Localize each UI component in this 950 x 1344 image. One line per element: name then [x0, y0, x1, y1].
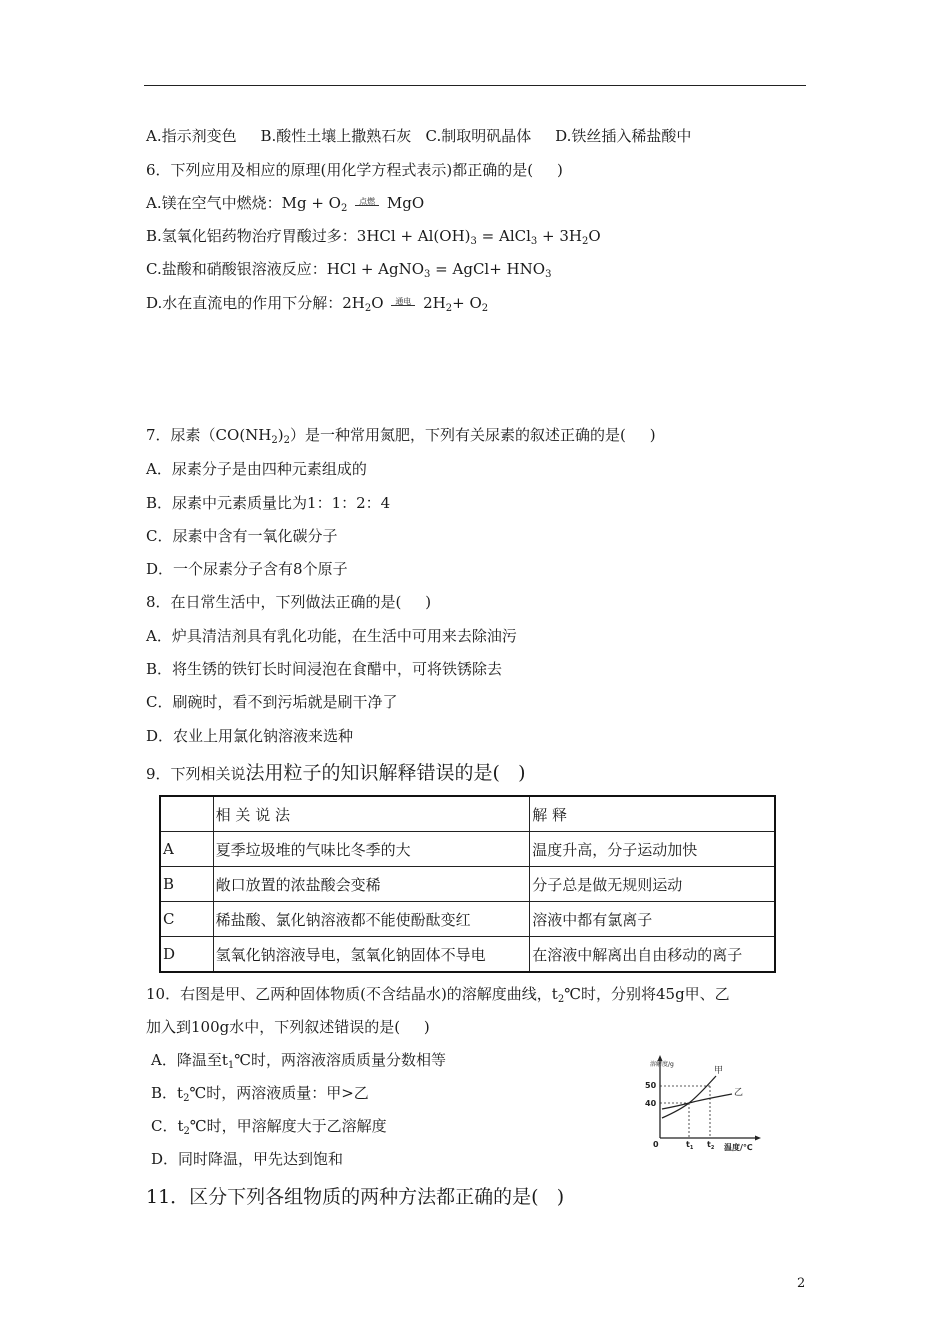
x-axis-arrow — [755, 1136, 761, 1141]
table-cell: 在溶液中解离出自由移动的离子 — [530, 937, 775, 973]
table-row — [160, 937, 775, 973]
q8-option-b: B．将生锈的铁钉长时间浸泡在食醋中，可将铁锈除去 — [146, 660, 503, 678]
table-cell: 氢氧化钠溶液导电，氢氧化钠固体不导电 — [213, 937, 530, 973]
y-tick-label-50: 50 — [645, 1081, 657, 1090]
x-tick-label-t1: $t_1$ — [686, 1140, 694, 1151]
q5-options: A.指示剂变色 B.酸性土壤上撒熟石灰 C.制取明矾晶体 D.铁丝插入稀盐酸中 — [146, 127, 692, 145]
q8-option-a: A．炉具清洁剂具有乳化功能，在生活中可用来去除油污 — [146, 627, 517, 645]
table-cell — [160, 796, 213, 832]
table-cell: C — [160, 902, 213, 937]
q10-option-d: D．同时降温，甲先达到饱和 — [151, 1150, 344, 1168]
q7-option-c: C．尿素中含有一氧化碳分子 — [146, 527, 338, 545]
q7-stem: 7．尿素$(CO(NH_2)_2)$是一种常用氮肥，下列有关尿素的叙述正确的是( ) — [146, 426, 656, 446]
q10-option-a: A．降温至$t_1℃$时，两溶液溶质质量分数相等 — [151, 1051, 447, 1071]
table-cell: 温度升高，分子运动加快 — [530, 832, 775, 867]
q6-option-a: A.镁在空气中燃烧：$Mg + O_2$ 点燃 MgO — [146, 194, 425, 214]
condition-mark: 点燃 — [352, 196, 382, 212]
table-row — [160, 832, 775, 867]
header-rule — [144, 85, 806, 86]
x-axis-label: 温度/℃ — [724, 1143, 753, 1152]
q10-stem-line2: 加入到100g水中，下列叙述错误的是( ) — [146, 1018, 430, 1036]
table-cell: D — [160, 937, 213, 973]
q8-option-d: D．农业上用氯化钠溶液来选种 — [146, 727, 354, 745]
x-tick-label-t2: $t_2$ — [707, 1140, 715, 1151]
series-label-yi: 乙 — [734, 1088, 744, 1098]
table-row — [160, 902, 775, 937]
table-cell: 敞口放置的浓盐酸会变稀 — [213, 867, 530, 902]
table-cell: 溶液中都有氯离子 — [530, 902, 775, 937]
solubility-chart — [640, 1052, 770, 1152]
q9-stem: 9．下列相关说法用粒子的知识解释错误的是( ) — [146, 762, 526, 784]
q6-stem: 6．下列应用及相应的原理(用化学方程式表示)都正确的是( ) — [146, 161, 563, 179]
q9-table — [159, 795, 776, 973]
q10-stem-line1: 10．右图是甲、乙两种固体物质(不含结晶水)的溶解度曲线，$t_2℃$时，分别将45g甲、乙 — [146, 985, 730, 1005]
q6-option-b: B.氢氧化铝药物治疗胃酸过多：$3HCl + Al(OH)_3$ = AlCl$_3$ + $3H_2O$ — [146, 227, 601, 247]
q11-stem: 11．区分下列各组物质的两种方法都正确的是( ) — [146, 1186, 565, 1208]
origin-label: 0 — [653, 1140, 659, 1149]
table-row — [160, 867, 775, 902]
q7-option-d: D．一个尿素分子含有8个原子 — [146, 560, 348, 578]
q8-option-c: C．刷碗时，看不到污垢就是刷干净了 — [146, 693, 398, 711]
q10-option-c: C．$t_2℃$时，甲溶解度大于乙溶解度 — [151, 1117, 387, 1137]
table-cell: 夏季垃圾堆的气味比冬季的大 — [213, 832, 530, 867]
table-cell: B — [160, 867, 213, 902]
table-header-explanation: 解 释 — [530, 796, 775, 832]
table-header-row — [160, 796, 775, 832]
q6-option-d: D.水在直流电的作用下分解：$2H_2O$ 通电 $2H_2+ O_2$ — [146, 294, 489, 314]
table-cell: 分子总是做无规则运动 — [530, 867, 775, 902]
table-header-statement: 相 关 说 法 — [213, 796, 530, 832]
q7-option-a: A．尿素分子是由四种元素组成的 — [146, 460, 367, 478]
y-axis-label: 溶解度/g — [650, 1061, 674, 1068]
q10-option-b: B．$t_2℃$时，两溶液质量：甲>乙 — [151, 1084, 369, 1104]
page-number: 2 — [797, 1276, 806, 1291]
condition-mark: 通电 — [388, 296, 418, 312]
table-cell: 稀盐酸、氯化钠溶液都不能使酚酞变红 — [213, 902, 530, 937]
table-cell: A — [160, 832, 213, 867]
q7-option-b: B．尿素中元素质量比为1：1：2：4 — [146, 494, 391, 512]
y-tick-label-40: 40 — [645, 1099, 657, 1108]
q6-option-c: C.盐酸和硝酸银溶液反应：HCl + AgNO$_3$ = AgCl+ $HNO_3$ — [146, 260, 552, 280]
q8-stem: 8．在日常生活中，下列做法正确的是( ) — [146, 593, 432, 611]
series-label-jia: 甲 — [714, 1066, 724, 1076]
